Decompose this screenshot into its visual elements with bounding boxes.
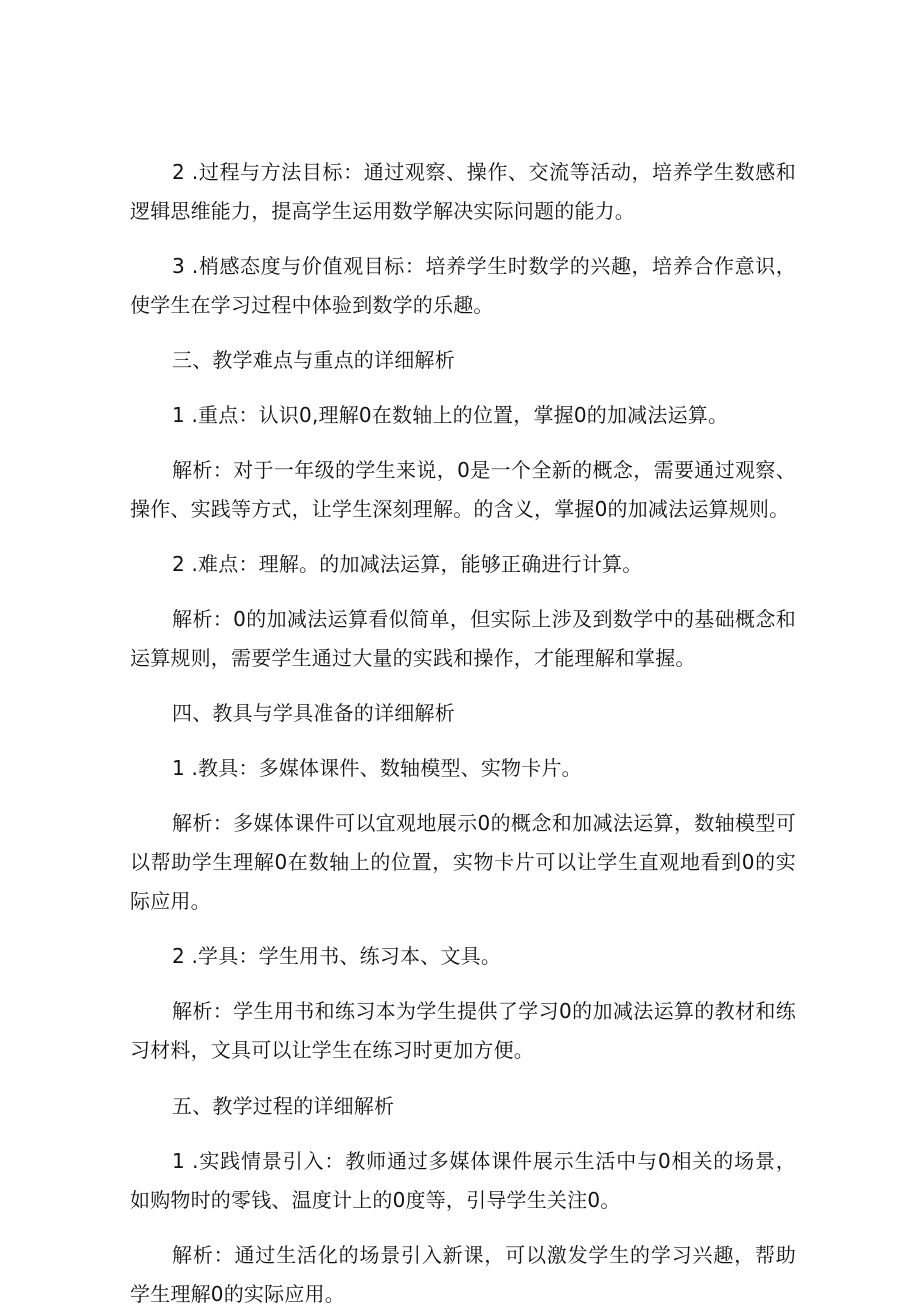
paragraph-key-point-analysis: 解析：对于一年级的学生来说，0是一个全新的概念，需要通过观察、操作、实践等方式，让学生深刻理解。的含义，掌握0的加减法运算规则。: [130, 458, 796, 521]
section-heading-teaching-process: 五、教学过程的详细解析: [172, 1094, 395, 1118]
paragraph-learning-tools-analysis: 解析：学生用书和练习本为学生提供了学习0的加减法运算的教材和练习材料，文具可以让学生在练习时更加方便。: [130, 999, 796, 1062]
paragraph-learning-tools: 2 .学具：学生用书、练习本、文具。: [172, 944, 502, 968]
paragraph-key-point: 1 .重点：认识0,理解0在数轴上的位置，掌握0的加减法运算。: [172, 403, 729, 427]
section-heading-difficulties: 三、教学难点与重点的详细解析: [172, 348, 455, 372]
paragraph-difficulty-analysis: 解析：0的加减法运算看似简单，但实际上涉及到数学中的基础概念和运算规则，需要学生通过大量的实践和操作，才能理解和掌握。: [130, 607, 796, 670]
paragraph-teaching-aids: 1 .教具：多媒体课件、数轴模型、实物卡片。: [172, 756, 582, 780]
paragraph-scenario-intro: 1 .实践情景引入：教师通过多媒体课件展示生活中与0相关的场景，如购物时的零钱、温度计上的0度等，引导学生关注0。: [130, 1149, 796, 1212]
paragraph-scenario-intro-analysis: 解析：通过生活化的场景引入新课，可以激发学生的学习兴趣，帮助学生理解0的实际应用。: [130, 1243, 796, 1306]
section-heading-teaching-aids: 四、教具与学具准备的详细解析: [172, 701, 455, 725]
paragraph-teaching-aids-analysis: 解析：多媒体课件可以宜观地展示0的概念和加减法运算，数轴模型可以帮助学生理解0在数轴上的位置，实物卡片可以让学生直观地看到0的实际应用。: [130, 811, 796, 913]
paragraph-difficulty: 2 .难点：理解。的加减法运算，能够正确进行计算。: [172, 552, 643, 576]
paragraph-attitude-value-goal: 3 .梢感态度与价值观目标：培养学生时数学的兴趣，培养合作意识，使学生在学习过程中体验到数学的乐趣。: [130, 254, 796, 317]
document-body: [130, 153, 796, 1314]
paragraph-process-method-goal: 2 .过程与方法目标：通过观察、操作、交流等活动，培养学生数感和逻辑思维能力，提高学生运用数学解决实际问题的能力。: [130, 160, 796, 223]
